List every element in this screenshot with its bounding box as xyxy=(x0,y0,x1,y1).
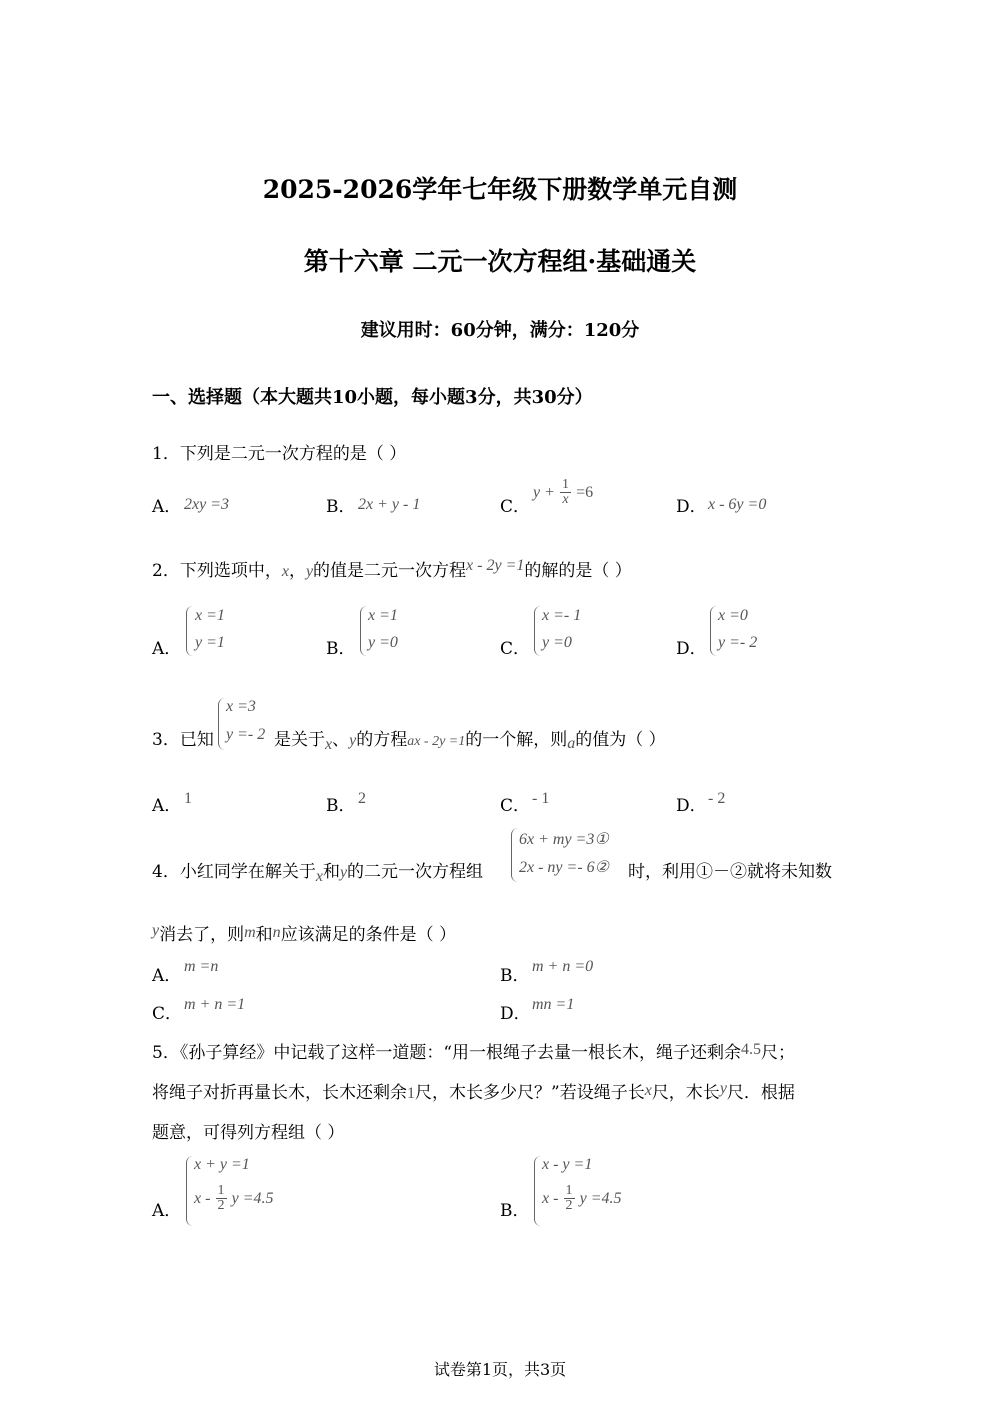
question-5-line3: 题意，可得列方程组（ ） xyxy=(152,1123,345,1143)
fraction-denominator: 2 xyxy=(565,1198,573,1213)
question-5-line2 xyxy=(152,1078,795,1103)
page-footer: 试卷第1页，共3页 xyxy=(433,1360,567,1379)
option-c-label: C． xyxy=(500,639,531,659)
eq-pre: x - xyxy=(542,1190,559,1207)
option-a-eq1: x =1 xyxy=(195,607,225,624)
eq-post: y =4.5 xyxy=(231,1190,274,1207)
stem-text: 应该满足的条件是（ ） xyxy=(280,925,457,945)
option-a-label: A． xyxy=(152,639,182,659)
system-eq1: x =3 xyxy=(226,698,256,715)
option-b-expr: m + n =0 xyxy=(532,958,594,975)
var-y: y xyxy=(349,732,357,749)
stem-rest xyxy=(274,725,666,753)
brace-icon xyxy=(186,606,193,656)
stem-text: 3．已知 xyxy=(152,730,214,750)
option-b-label: B． xyxy=(500,966,530,986)
stem-text: 将绳子对折再量长木，长木还剩余 xyxy=(152,1083,407,1103)
var-y: y xyxy=(719,1080,727,1097)
brace-icon xyxy=(186,1156,193,1226)
var-n: n xyxy=(272,924,281,941)
option-a-eq2 xyxy=(194,1184,274,1213)
option-a-value: 1 xyxy=(184,790,192,807)
eq-post: y =4.5 xyxy=(579,1190,622,1207)
option-b-expr: 2x + y - 1 xyxy=(358,496,421,513)
option-d-label: D． xyxy=(676,639,707,659)
question-4-stem-line2 xyxy=(152,920,456,945)
option-d-eq2: y =- 2 xyxy=(718,634,758,651)
fraction-numerator: 1 xyxy=(217,1183,225,1198)
var-x: x xyxy=(644,1082,652,1099)
stem-text: 5．《孙子算经》中记载了这样一道题：“用一根绳子去量一根长木，绳子还剩余 xyxy=(152,1043,742,1063)
option-c-label: C． xyxy=(500,796,531,816)
stem-text: 的一个解，则 xyxy=(465,730,568,750)
stem-line1-a xyxy=(152,857,484,885)
option-a-eq1: x + y =1 xyxy=(194,1156,250,1173)
option-b-label: B． xyxy=(500,1201,530,1221)
stem-text: 和 xyxy=(322,862,340,882)
stem-text: 的值为（ ） xyxy=(575,730,666,750)
option-d-expr: mn =1 xyxy=(532,996,575,1013)
brace-icon xyxy=(360,606,367,656)
option-a-expr: 2xy =3 xyxy=(184,496,229,513)
value: 4.5 xyxy=(741,1041,762,1058)
time-info: 建议用时：60分钟，满分：120分 xyxy=(360,320,640,341)
option-b-label: B． xyxy=(326,639,356,659)
stem-text: 和 xyxy=(255,925,273,945)
option-a-label: A． xyxy=(152,497,182,517)
fraction xyxy=(564,1184,575,1213)
var-a: a xyxy=(567,735,576,752)
option-a-label: A． xyxy=(152,1201,182,1221)
question-2-stem xyxy=(152,556,632,581)
option-b-eq1: x =1 xyxy=(368,607,398,624)
var-y: y xyxy=(305,563,314,580)
value: 1 xyxy=(407,1085,415,1102)
stem-text: 是关于 xyxy=(274,730,325,750)
fraction-numerator: 1 xyxy=(565,1183,573,1198)
option-d-label: D． xyxy=(676,796,707,816)
option-b-label: B． xyxy=(326,796,356,816)
stem-text: 尺； xyxy=(761,1043,796,1063)
var-x: x xyxy=(281,563,289,580)
option-c-eq2: y =0 xyxy=(542,634,572,651)
fraction xyxy=(216,1184,227,1213)
option-a-label: A． xyxy=(152,966,182,986)
system-eq2: y =- 2 xyxy=(226,726,266,743)
brace-icon xyxy=(511,828,518,882)
chapter-title: 第十六章 二元一次方程组·基础通关 xyxy=(303,247,697,276)
option-d-label: D． xyxy=(500,1004,531,1024)
stem-text: 时，利用①－②就将未知数 xyxy=(628,862,832,882)
option-b-value: 2 xyxy=(358,790,366,807)
stem-text: 4．小红同学在解关于 xyxy=(152,862,316,882)
question-5-line1 xyxy=(152,1038,795,1063)
stem-text: 的方程 xyxy=(356,730,408,750)
var-x: x xyxy=(325,736,333,753)
option-b-eq2 xyxy=(542,1184,622,1213)
stem-text: 尺，木长 xyxy=(651,1083,720,1103)
option-c-eq1: x =- 1 xyxy=(542,607,582,624)
var-x: x xyxy=(315,868,323,885)
stem-text: 的值是二元一次方程 xyxy=(313,561,467,581)
question-1-stem: 1．下列是二元一次方程的是（ ） xyxy=(152,444,407,464)
option-d-eq1: x =0 xyxy=(718,607,748,624)
stem-text: 、 xyxy=(332,730,350,750)
option-c-value: - 1 xyxy=(532,790,550,807)
section-heading: 一、选择题（本大题共10小题，每小题3分，共30分） xyxy=(152,387,593,408)
option-c-pre: y + xyxy=(533,484,555,501)
brace-icon xyxy=(534,1156,541,1226)
brace-icon xyxy=(218,698,225,750)
option-c-post: =6 xyxy=(576,484,594,501)
brace-icon xyxy=(534,606,541,656)
option-a-label: A． xyxy=(152,796,182,816)
option-d-expr: x - 6y =0 xyxy=(708,496,767,513)
option-c-label: C． xyxy=(152,1004,183,1024)
fraction-denominator: x xyxy=(562,492,569,507)
fraction-numerator: 1 xyxy=(562,477,569,492)
fraction-denominator: 2 xyxy=(217,1198,225,1213)
var-m: m xyxy=(244,924,256,941)
option-a-expr: m =n xyxy=(184,958,219,975)
var-y: y xyxy=(339,864,348,881)
stem-text: 消去了，则 xyxy=(159,925,245,945)
fraction xyxy=(560,478,571,507)
option-c-expr xyxy=(533,478,593,507)
stem-text: 的解的是（ ） xyxy=(524,561,632,581)
eq-pre: x - xyxy=(194,1190,211,1207)
option-b-eq2: y =0 xyxy=(368,634,398,651)
stem-text: ， xyxy=(288,561,306,581)
option-b-eq1: x - y =1 xyxy=(542,1156,593,1173)
option-b-label: B． xyxy=(326,497,356,517)
system-eq1: 6x + my =3① xyxy=(519,831,609,848)
option-c-label: C． xyxy=(500,497,531,517)
option-d-label: D． xyxy=(676,497,707,517)
equation: ax - 2y =1 xyxy=(407,734,466,749)
option-c-expr: m + n =1 xyxy=(184,996,246,1013)
stem-text: 2．下列选项中， xyxy=(152,561,282,581)
system-eq2: 2x - ny =- 6② xyxy=(519,859,609,876)
exam-title: 2025-2026学年七年级下册数学单元自测 xyxy=(262,175,738,204)
brace-icon xyxy=(710,606,717,656)
stem-text: 尺．根据 xyxy=(726,1083,795,1103)
stem-text: 尺，木长多少尺？”若设绳子长 xyxy=(415,1083,645,1103)
stem-text: 的二元一次方程组 xyxy=(347,862,484,882)
option-a-eq2: y =1 xyxy=(195,634,225,651)
var-y: y xyxy=(152,922,160,939)
option-d-value: - 2 xyxy=(708,790,726,807)
equation: x - 2y =1 xyxy=(466,557,525,574)
